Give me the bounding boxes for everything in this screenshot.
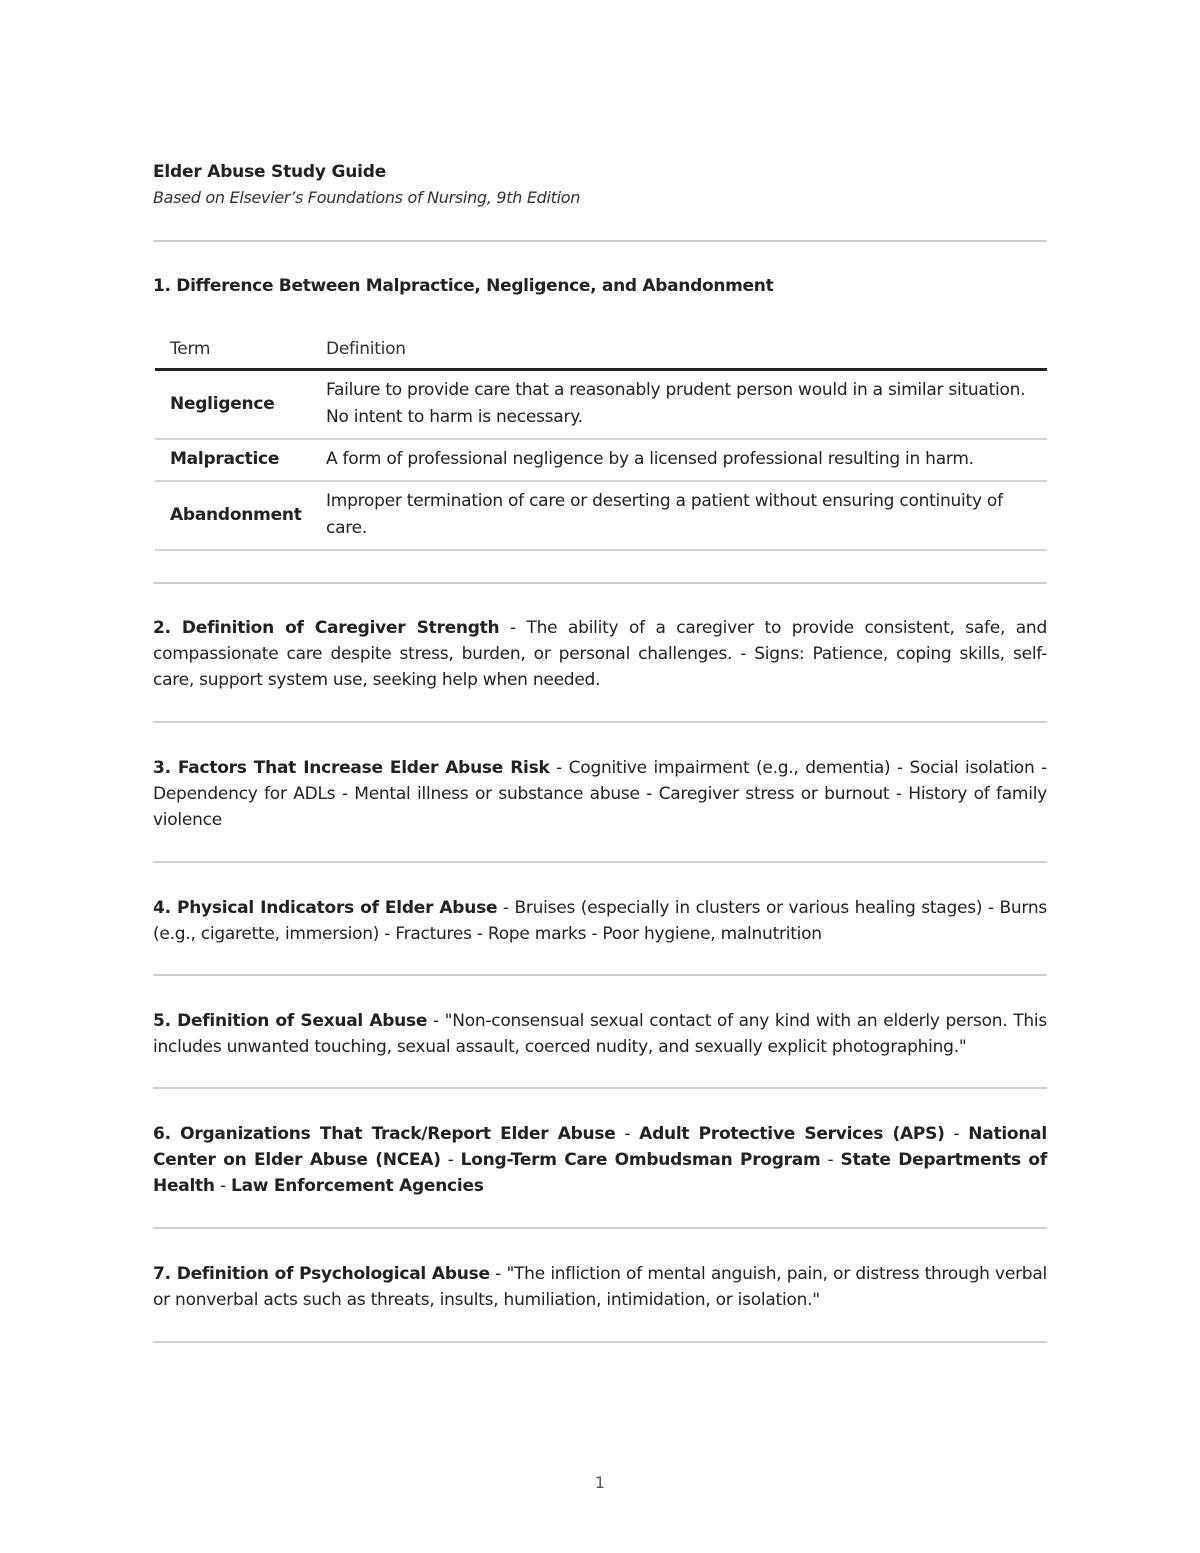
- terms-table: [155, 335, 1047, 551]
- section-2: [153, 615, 1047, 693]
- section-3-body: - Cognitive impairment (e.g., dementia) - Social isolation - Dependency for ADLs - Mental illness or substance abuse - Caregiver stress or burnout - History of family violence: [153, 758, 1047, 830]
- section-2-body: - The ability of a caregiver to provide consistent, safe, and compassionate care despite stress, burden, or personal challenges. - Signs: Patience, coping skills, self-care, support system use, seeking help when needed.: [153, 618, 1047, 690]
- section-7: [153, 1261, 1047, 1313]
- table-cell-term: Malpractice: [155, 439, 310, 481]
- section-3-heading: 3. Factors That Increase Elder Abuse Risk: [153, 758, 550, 778]
- document-title: Elder Abuse Study Guide: [153, 162, 387, 182]
- section-5-body: - "Non-consensual sexual contact of any kind with an elderly person. This includes unwanted touching, sexual assault, coerced nudity, and sexually explicit photographing.": [153, 1011, 1047, 1057]
- table-row: [155, 439, 1047, 481]
- table-cell-definition: Failure to provide care that a reasonably prudent person would in a similar situation. No intent to harm is necessary.: [310, 370, 1047, 440]
- organization-item: Adult Protective Services (APS): [639, 1124, 945, 1144]
- section-5-heading: 5. Definition of Sexual Abuse: [153, 1011, 428, 1031]
- table-cell-definition: A form of professional negligence by a licensed professional resulting in harm.: [310, 439, 1047, 481]
- divider: [153, 721, 1047, 723]
- organization-item: Law Enforcement Agencies: [231, 1176, 484, 1196]
- table-cell-term: Abandonment: [155, 481, 310, 550]
- table-header-term: Term: [155, 335, 310, 370]
- table-header-row: [155, 335, 1047, 370]
- document-subtitle: Based on Elsevier’s Foundations of Nursing, 9th Edition: [153, 188, 581, 207]
- organization-item: National Center on Elder Abuse (NCEA): [153, 1124, 1047, 1170]
- section-5: [153, 1008, 1047, 1060]
- table-cell-term: Negligence: [155, 370, 310, 440]
- divider: [153, 1341, 1047, 1343]
- table-row: [155, 370, 1047, 440]
- section-2-heading: 2. Definition of Caregiver Strength: [153, 618, 500, 638]
- divider: [153, 582, 1047, 584]
- section-6: 6. Organizations That Track/Report Elder Abuse - Adult Protective Services (APS) - National Center on Elder Abuse (NCEA) - Long-Term Care Ombudsman Program - State Departments of Health - Law Enforcement Agencies: [153, 1124, 1047, 1196]
- section-4-body: - Bruises (especially in clusters or various healing stages) - Burns (e.g., cigarette, immersion) - Fractures - Rope marks - Poor hygiene, malnutrition: [153, 898, 1047, 944]
- section-4-heading: 4. Physical Indicators of Elder Abuse: [153, 898, 498, 918]
- section-4: [153, 895, 1047, 947]
- table-cell-definition: Improper termination of care or deserting a patient without ensuring continuity of care.: [310, 481, 1047, 550]
- organization-item: State Departments of Health: [153, 1150, 1047, 1196]
- divider: [153, 974, 1047, 976]
- section-7-body: - "The infliction of mental anguish, pain, or distress through verbal or nonverbal acts such as threats, insults, humiliation, intimidation, or isolation.": [153, 1264, 1047, 1310]
- divider: [153, 861, 1047, 863]
- page-number: 1: [594, 1473, 606, 1492]
- divider: [153, 1227, 1047, 1229]
- divider: [153, 240, 1047, 242]
- divider: [153, 1087, 1047, 1089]
- section-3: [153, 755, 1047, 833]
- section-1-heading: 1. Difference Between Malpractice, Negligence, and Abandonment: [153, 276, 774, 296]
- table-row: [155, 481, 1047, 550]
- organization-item: Long-Term Care Ombudsman Program: [460, 1150, 821, 1170]
- section-6-heading: 6. Organizations That Track/Report Elder Abuse: [153, 1124, 616, 1144]
- table-header-definition: Definition: [310, 335, 1047, 370]
- section-7-heading: 7. Definition of Psychological Abuse: [153, 1264, 490, 1284]
